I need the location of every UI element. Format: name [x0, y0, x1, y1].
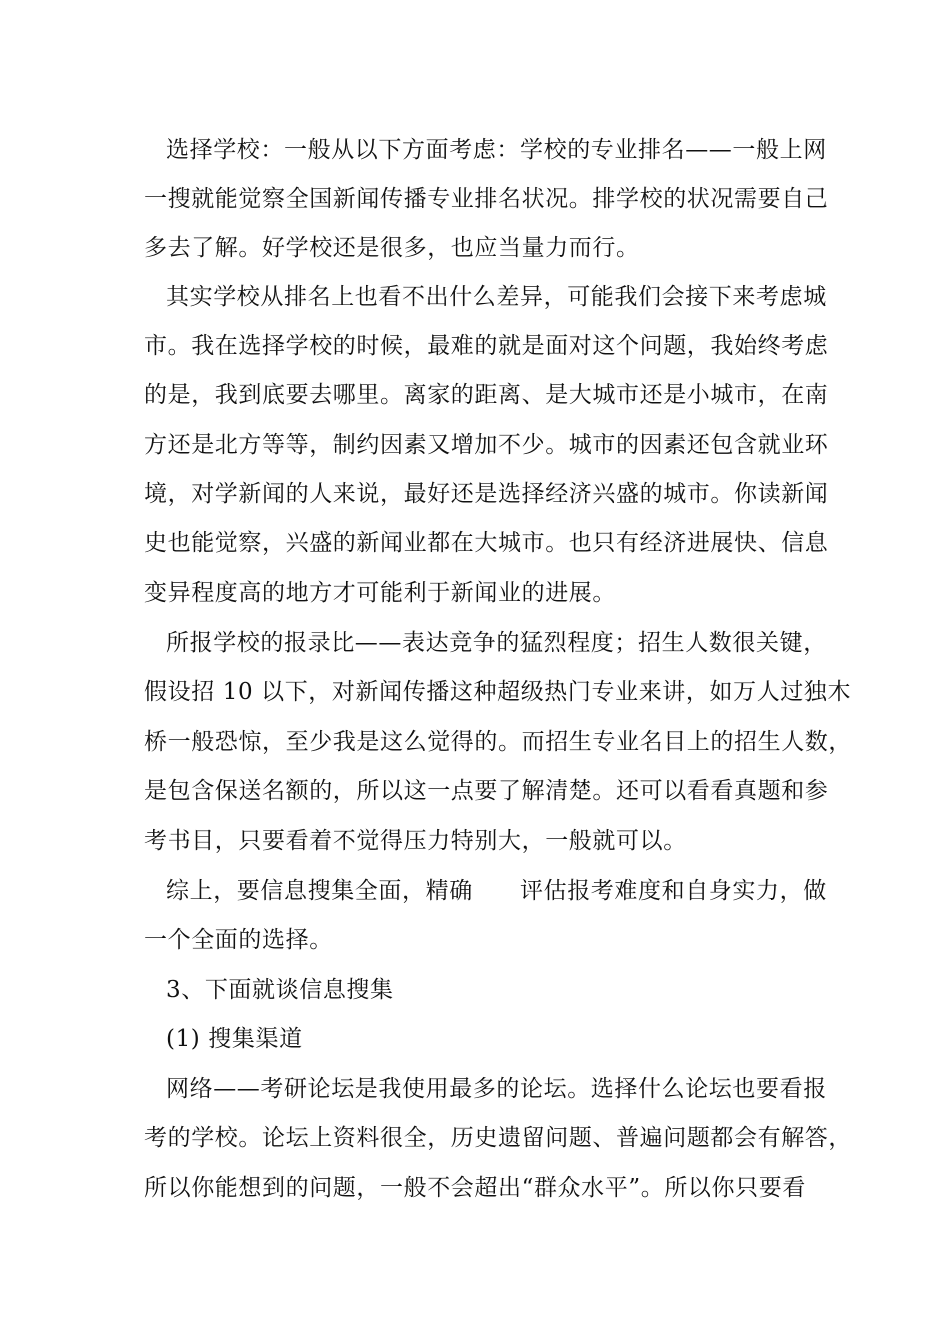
- paragraph-line: 考书目，只要看着不觉得压力特别大，一般就可以。: [144, 828, 687, 854]
- subsection-heading: (1) 搜集渠道: [166, 1026, 303, 1052]
- paragraph-line: 考的学校。论坛上资料很全，历史遗留问题、普遍问题都会有解答，: [144, 1125, 852, 1151]
- paragraph-line: 一搜就能觉察全国新闻传播专业排名状况。排学校的状况需要自己: [144, 186, 829, 212]
- paragraph-line: 市。我在选择学校的时候，最难的就是面对这个问题，我始终考虑: [144, 333, 829, 359]
- paragraph-line: 史也能觉察，兴盛的新闻业都在大城市。也只有经济进展快、信息: [144, 530, 829, 556]
- paragraph-line: 桥一般恐惊，至少我是这么觉得的。而招生专业名目上的招生人数，: [144, 729, 852, 755]
- paragraph-line: 选择学校：一般从以下方面考虑：学校的专业排名——一般上网: [166, 137, 827, 163]
- paragraph-line: 网络——考研论坛是我使用最多的论坛。选择什么论坛也要看报: [166, 1076, 827, 1102]
- paragraph-line: 变异程度高的地方才可能利于新闻业的进展。: [144, 580, 616, 606]
- paragraph-line: 假设招 10 以下，对新闻传播这种超级热门专业来讲，如万人过独木: [144, 679, 852, 705]
- paragraph-line: 的是，我到底要去哪里。离家的距离、是大城市还是小城市，在南: [144, 382, 829, 408]
- paragraph-line: 所以你能想到的问题，一般不会超出“群众水平”。所以你只要看: [144, 1175, 806, 1201]
- paragraph-line: 所报学校的报录比——表达竞争的猛烈程度；招生人数很关键，: [166, 630, 827, 656]
- paragraph-line: 是包含保送名额的，所以这一点要了解清楚。还可以看看真题和参: [144, 778, 829, 804]
- paragraph-line: 综上，要信息搜集全面，精确 评估报考难度和自身实力，做: [166, 878, 827, 904]
- paragraph-line: 其实学校从排名上也看不出什么差异，可能我们会接下来考虑城: [166, 284, 827, 310]
- paragraph-line: 方还是北方等等，制约因素又增加不少。城市的因素还包含就业环: [144, 432, 829, 458]
- paragraph-line: 多去了解。好学校还是很多，也应当量力而行。: [144, 235, 640, 261]
- section-heading: 3、下面就谈信息搜集: [166, 977, 394, 1003]
- paragraph-line: 一个全面的选择。: [144, 927, 333, 953]
- paragraph-line: 境，对学新闻的人来说，最好还是选择经济兴盛的城市。你读新闻: [144, 481, 829, 507]
